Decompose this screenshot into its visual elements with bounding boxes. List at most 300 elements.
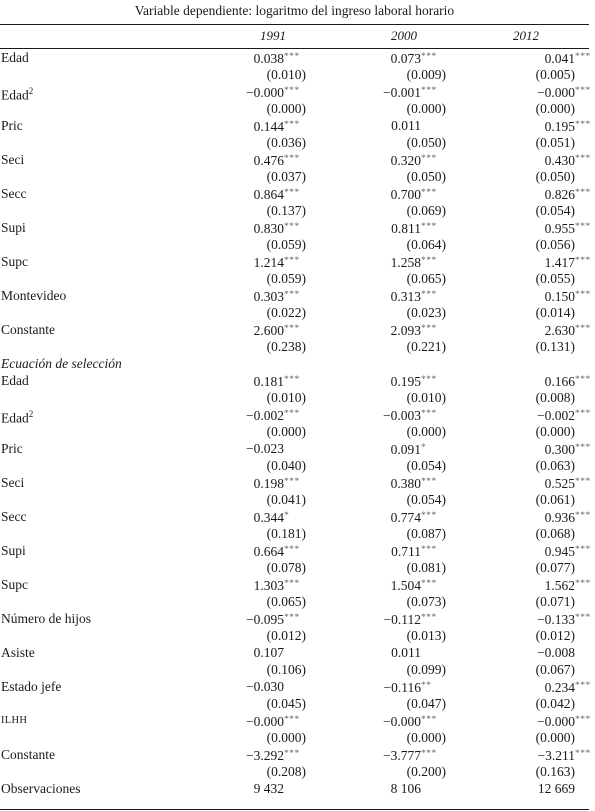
coef-value: 0.525 [544,476,575,491]
significance-stars: *** [575,375,591,385]
std-error-value: (0.040) [266,458,306,473]
significance-stars: *** [575,86,591,96]
row-label-text: Asiste [1,645,35,660]
coef-cell [254,474,304,492]
row-label-text: Constante [1,747,55,762]
std-error-row [0,270,589,287]
significance-stars: *** [284,120,300,130]
significance-stars: *** [421,545,437,555]
row-label-text: Estado jefe [1,679,62,694]
std-error-value: (0.238) [266,339,306,354]
section-label: Ecuación de selección [1,356,122,371]
std-error-row [0,661,589,678]
significance-stars: *** [421,477,437,487]
significance-stars: *** [575,477,591,487]
row-label [1,780,80,797]
coef-value: −0.000 [383,714,421,729]
row-label-text: Supi [1,543,26,558]
std-error-value: (0.000) [266,424,306,439]
std-error-row [0,100,589,117]
std-error-row [0,134,589,151]
std-error-value: (0.221) [406,339,446,354]
std-error-value: (0.051) [535,135,575,150]
std-error-value: (0.163) [535,764,575,779]
coef-row [0,151,589,168]
row-label-text: Observaciones [1,781,81,796]
table-caption: Variable dependiente: logaritmo del ingreso laboral horario [134,3,455,18]
std-error-value: (0.047) [406,696,446,711]
std-error-value: (0.000) [406,730,446,745]
significance-stars: *** [575,52,591,62]
std-error-value: (0.023) [406,305,446,320]
coef-value: 0.313 [390,289,421,304]
coef-cell [254,287,304,305]
coef-row [0,678,589,695]
coef-cell [545,440,595,458]
row-label [1,644,35,661]
coef-cell [246,610,304,628]
coef-row [0,542,589,559]
significance-stars: *** [284,324,300,334]
coef-value: 0.195 [544,119,575,134]
row-label [1,576,28,593]
significance-stars: *** [284,613,300,623]
std-error-value: (0.000) [406,424,446,439]
coef-cell [254,151,304,169]
std-error-value: (0.208) [266,764,306,779]
std-error-row [0,763,589,780]
coef-cell [391,576,441,594]
significance-stars: *** [284,409,300,419]
coef-cell [545,185,595,203]
std-error-value: (0.000) [406,101,446,116]
significance-stars: *** [284,715,300,725]
coef-value: 0.344 [253,510,284,525]
std-error-value: (0.181) [266,526,306,541]
coef-value: 0.476 [253,153,284,168]
significance-stars: *** [575,256,591,266]
row-label [1,542,26,559]
row-label [1,474,24,491]
coef-value: −0.003 [383,408,421,423]
coef-cell [383,746,441,764]
coef-value: 8 106 [390,781,421,796]
coef-cell [254,321,304,339]
significance-stars: *** [575,579,591,589]
row-label-text: Edad [1,50,29,65]
significance-stars: *** [421,511,437,521]
coef-value: 9 432 [253,781,284,796]
coef-value: 0.303 [253,289,284,304]
coef-cell [545,576,595,594]
coef-row [0,644,589,661]
row-label-text: Supi [1,220,26,235]
coef-cell [384,610,442,628]
coef-value: 0.320 [390,153,421,168]
coef-cell [545,372,595,390]
coef-value: 0.198 [253,476,284,491]
significance-stars: *** [421,613,437,623]
std-error-value: (0.042) [535,696,575,711]
significance-stars: *** [575,409,591,419]
significance-stars: *** [284,579,300,589]
coef-value: −0.023 [246,441,284,456]
coef-cell [545,678,595,696]
significance-stars: *** [575,188,591,198]
row-label [1,746,55,763]
significance-stars: *** [575,613,591,623]
coef-value: 1.214 [253,255,284,270]
std-error-value: (0.000) [535,730,575,745]
std-error-value: (0.009) [406,67,446,82]
std-error-value: (0.008) [535,390,575,405]
significance-stars: ** [421,681,432,691]
row-label-text: Seci [1,152,25,167]
coef-value: 0.041 [544,51,575,66]
significance-stars: *** [284,154,300,164]
std-error-value: (0.012) [266,628,306,643]
coef-row [0,712,589,729]
std-error-value: (0.071) [535,594,575,609]
significance-stars: *** [284,256,300,266]
std-error-row [0,338,589,355]
coef-value: 0.073 [390,51,421,66]
coef-cell [538,746,595,764]
coef-cell [383,712,441,730]
coef-cell [538,780,595,797]
std-error-value: (0.000) [535,101,575,116]
coef-value: 0.830 [253,221,284,236]
std-error-value: (0.131) [535,339,575,354]
coef-cell [545,253,595,271]
std-error-value: (0.050) [406,169,446,184]
std-error-value: (0.078) [266,560,306,575]
std-error-value: (0.064) [406,237,446,252]
coef-cell [254,117,304,135]
std-error-value: (0.054) [535,203,575,218]
std-error-row [0,695,589,712]
coef-value: −0.000 [537,85,575,100]
top-rule [0,24,589,25]
coef-value: −3.211 [537,748,575,763]
std-error-value: (0.013) [406,628,446,643]
std-error-value: (0.200) [406,764,446,779]
std-error-row [0,491,589,508]
std-error-value: (0.077) [535,560,575,575]
coef-value: −0.008 [537,645,575,660]
coef-cell [545,542,595,560]
coef-value: 1.303 [253,578,284,593]
coef-value: −3.777 [383,748,421,763]
coef-row [0,440,589,457]
std-error-value: (0.054) [406,492,446,507]
row-label-text: Supc [1,254,28,269]
coef-value: 0.300 [544,442,575,457]
std-error-value: (0.106) [266,662,306,677]
coef-value: 2.630 [544,323,575,338]
significance-stars: *** [575,545,591,555]
coef-value: −0.000 [246,85,284,100]
coef-cell [391,185,441,203]
year-header-2000: 2000 [391,28,417,43]
coef-value: 0.107 [253,645,284,660]
std-error-value: (0.065) [406,271,446,286]
row-label [1,117,23,134]
coef-value: −0.001 [383,85,421,100]
significance-stars: *** [575,749,591,759]
std-error-value: (0.059) [266,271,306,286]
std-error-value: (0.041) [266,492,306,507]
coef-row [0,185,589,202]
coef-cell [246,678,304,695]
row-label [1,440,23,457]
coef-cell [254,49,304,67]
std-error-row [0,236,589,253]
std-error-value: (0.000) [266,730,306,745]
coef-cell [254,576,304,594]
coef-cell [254,253,304,271]
coef-value: 1.562 [544,578,575,593]
significance-stars: *** [575,681,591,691]
coef-cell [537,610,595,628]
significance-stars: *** [421,188,437,198]
coef-cell [537,712,595,730]
coef-row [0,117,589,134]
significance-stars: *** [284,86,300,96]
coef-cell [391,644,441,661]
coef-cell [545,219,595,237]
coef-cell [391,321,441,339]
coef-value: 1.417 [544,255,575,270]
coef-cell [254,185,304,203]
significance-stars: *** [575,324,591,334]
year-header-1991: 1991 [260,28,286,43]
row-label [1,321,55,338]
coef-row [0,746,589,763]
std-error-value: (0.010) [266,390,306,405]
std-error-value: (0.087) [406,526,446,541]
coef-value: 0.091 [390,442,421,457]
std-error-row [0,559,589,576]
significance-stars: *** [284,477,300,487]
coef-cell [383,83,441,101]
std-error-value: (0.054) [406,458,446,473]
std-error-value: (0.099) [406,662,446,677]
coef-value: 0.430 [544,153,575,168]
row-label-text: Edad [1,87,29,103]
coef-cell [254,508,304,526]
coef-row [0,372,589,389]
significance-stars: *** [421,324,437,334]
coef-value: 0.380 [390,476,421,491]
coef-value: 0.011 [391,118,421,133]
coef-cell [537,83,595,101]
std-error-value: (0.068) [535,526,575,541]
coef-cell [391,440,441,458]
coef-value: −3.292 [246,748,284,763]
significance-stars: *** [575,443,591,453]
coef-cell [246,746,304,764]
coef-cell [545,49,595,67]
coef-value: 0.826 [544,187,575,202]
row-label-text: Constante [1,322,55,337]
row-label [1,49,29,66]
coef-row [0,83,591,103]
std-error-row [0,66,589,83]
significance-stars: *** [421,154,437,164]
row-label-text: Edad [1,373,29,388]
coef-cell [254,542,304,560]
std-error-row [0,168,589,185]
coef-value: −0.002 [537,408,575,423]
coef-cell [391,287,441,305]
coef-value: 0.664 [253,544,284,559]
row-label-text: Edad [1,410,29,426]
row-label-text: Secc [1,509,27,524]
std-error-value: (0.081) [406,560,446,575]
std-error-value: (0.000) [266,101,306,116]
significance-stars: *** [284,545,300,555]
row-label-text: Pric [1,441,23,456]
bottom-rule [0,809,589,810]
coef-cell [545,287,595,305]
coef-value: 0.936 [544,510,575,525]
coef-row [0,474,589,491]
row-label-text: Pric [1,118,23,133]
significance-stars: *** [575,120,591,130]
coef-cell [384,678,442,696]
std-error-value: (0.010) [406,390,446,405]
significance-stars: *** [421,52,437,62]
coef-cell [391,372,441,390]
coef-value: 2.093 [390,323,421,338]
row-label [1,287,66,304]
coef-cell [391,780,441,797]
coef-value: −0.000 [537,714,575,729]
coef-value: 0.166 [544,374,575,389]
coef-value: −0.000 [246,714,284,729]
std-error-value: (0.073) [406,594,446,609]
std-error-value: (0.061) [535,492,575,507]
std-error-row [0,423,589,440]
row-label [1,253,28,270]
coef-row [0,508,589,525]
coef-value: −0.030 [246,679,284,694]
significance-stars: *** [284,52,300,62]
row-label [1,610,91,627]
significance-stars: *** [421,222,437,232]
significance-stars: *** [284,188,300,198]
significance-stars: *** [421,290,437,300]
std-error-value: (0.036) [266,135,306,150]
coef-value: 1.258 [390,255,421,270]
significance-stars: *** [421,409,437,419]
std-error-value: (0.065) [266,594,306,609]
coef-value: 0.955 [544,221,575,236]
std-error-row [0,525,589,542]
coef-cell [254,372,304,390]
coef-cell [246,406,304,424]
coef-cell [391,219,441,237]
label-superscript: 2 [28,409,34,419]
row-label-text: ILHH [1,715,28,726]
std-error-row [0,627,589,644]
row-label [1,219,26,236]
coef-cell [246,83,304,101]
std-error-row [0,202,589,219]
significance-stars: *** [284,222,300,232]
significance-stars: *** [421,749,437,759]
row-label [1,151,24,168]
coef-row [0,49,589,66]
std-error-value: (0.012) [535,628,575,643]
row-label-text: Seci [1,475,25,490]
std-error-value: (0.050) [406,135,446,150]
coef-value: 0.181 [253,374,284,389]
coef-cell [391,474,441,492]
coef-row [0,219,589,236]
row-label-text: Secc [1,186,27,201]
std-error-value: (0.055) [535,271,575,286]
coef-value: 0.150 [544,289,575,304]
coef-value: −0.133 [537,612,575,627]
coef-cell [254,219,304,237]
std-error-value: (0.137) [266,203,306,218]
coef-cell [545,117,595,135]
std-error-value: (0.063) [535,458,575,473]
row-label-text: Supc [1,577,28,592]
coef-value: 0.234 [544,680,575,695]
coef-cell [537,644,595,661]
std-error-value: (0.067) [535,662,575,677]
coef-cell [246,712,304,730]
coef-value: 0.945 [544,544,575,559]
std-error-row [0,593,589,610]
coef-value: −0.116 [383,680,421,695]
std-error-value: (0.000) [535,424,575,439]
coef-cell [391,151,441,169]
significance-stars: *** [284,290,300,300]
coef-cell [545,474,595,492]
significance-stars: *** [575,290,591,300]
coef-cell [383,406,441,424]
std-error-value: (0.014) [535,305,575,320]
significance-stars: * [284,511,290,521]
coef-value: −0.112 [383,612,421,627]
coef-row [0,576,589,593]
coef-value: 0.038 [253,51,284,66]
significance-stars: *** [284,375,300,385]
significance-stars: *** [421,375,437,385]
coef-cell [246,440,304,457]
std-error-value: (0.056) [535,237,575,252]
coef-value: 12 669 [537,781,575,796]
significance-stars: * [421,443,427,453]
std-error-value: (0.005) [535,67,575,82]
coef-cell [391,253,441,271]
coef-cell [254,644,304,661]
row-label [1,678,61,695]
significance-stars: *** [421,715,437,725]
std-error-row [0,389,589,406]
coef-cell [391,542,441,560]
coef-cell [391,508,441,526]
coef-cell [254,780,304,797]
coef-cell [391,117,441,134]
coef-value: −0.095 [246,612,284,627]
label-superscript: 2 [28,86,34,96]
row-label-text: Número de hijos [1,611,91,626]
